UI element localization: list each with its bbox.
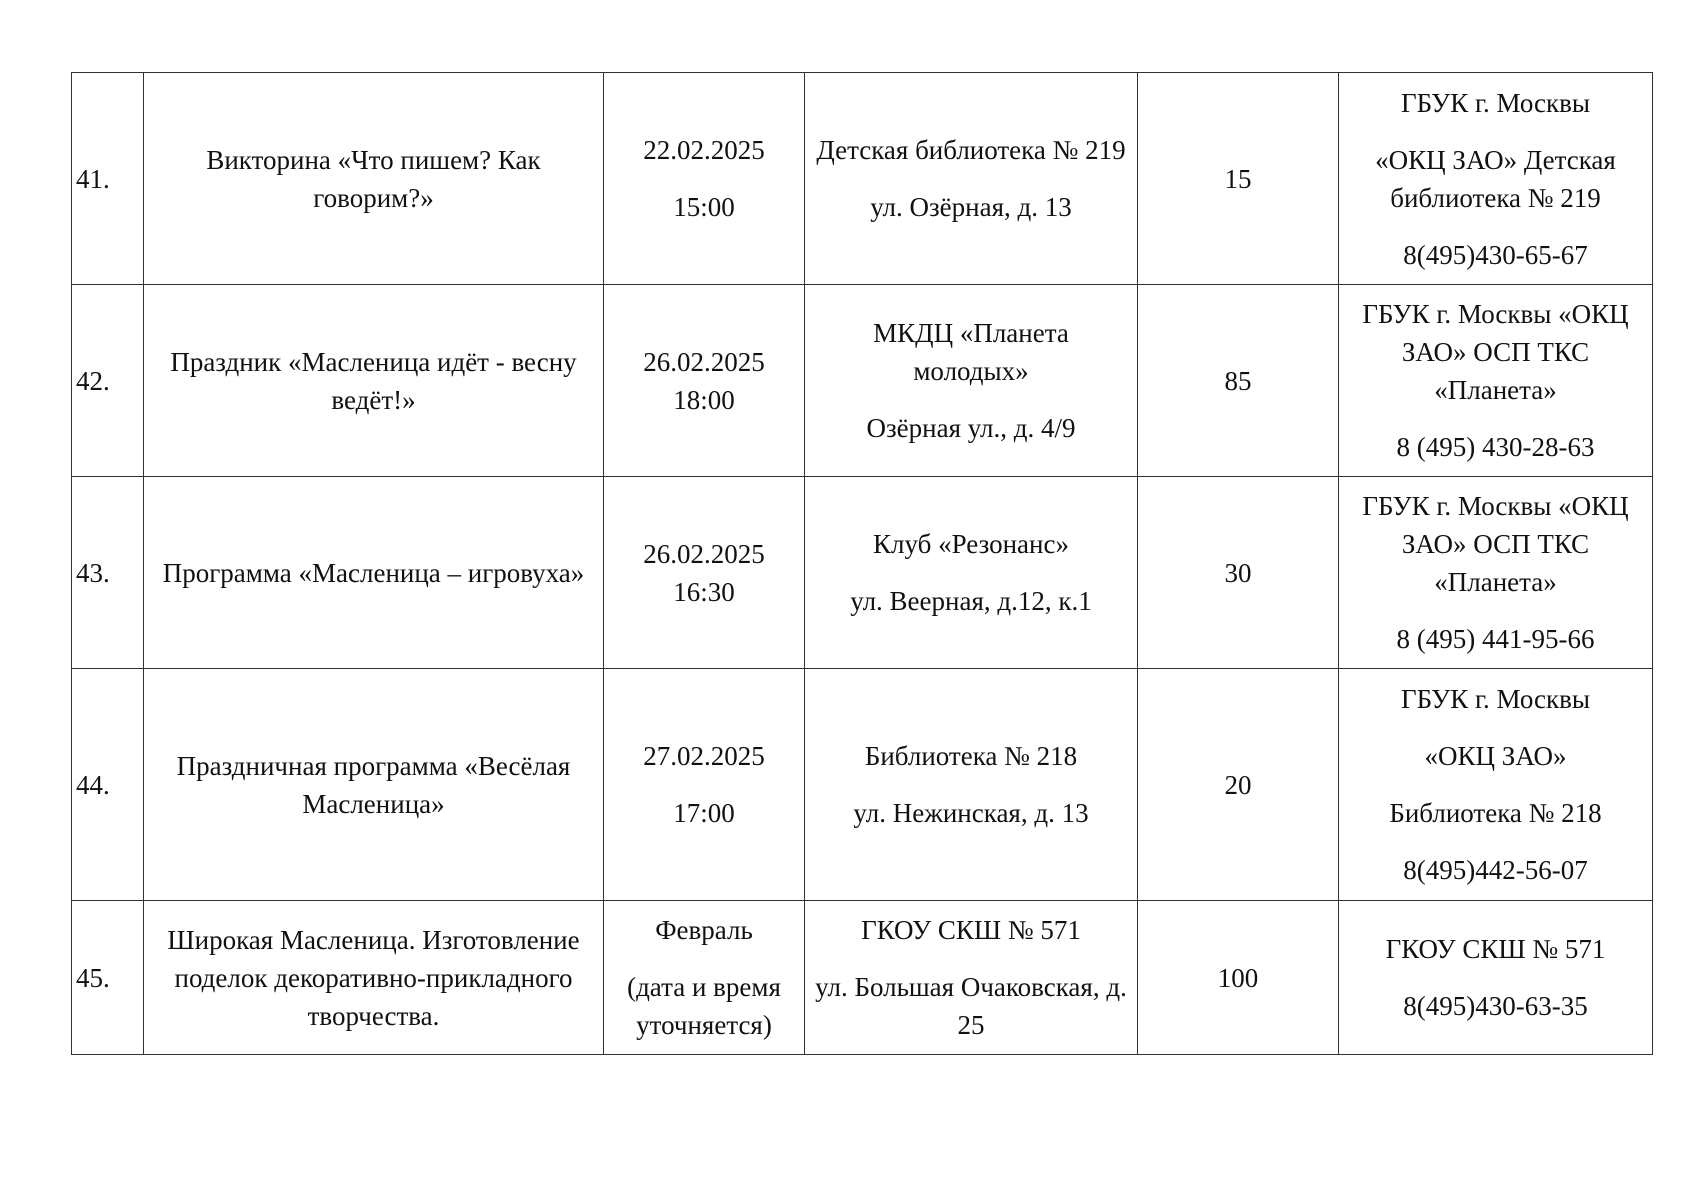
organizer (1339, 477, 1653, 669)
event-venue (805, 669, 1138, 901)
event-title-text: Праздник «Масленица идёт - весну ведёт!» (170, 346, 577, 415)
event-title (144, 901, 604, 1055)
participant-count: 20 (1138, 669, 1339, 901)
event-venue (805, 477, 1138, 669)
venue-address: Озёрная ул., д. 4/9 (866, 413, 1076, 443)
table-row (72, 901, 1653, 1055)
event-time: 15:00 (673, 192, 735, 222)
venue-name: ГКОУ СКШ № 571 (861, 915, 1081, 945)
organizer-phone: 8 (495) 441-95-66 (1396, 624, 1595, 654)
organizer (1339, 285, 1653, 477)
row-number: 45. (72, 901, 144, 1055)
venue-name: МКДЦ «Планета молодых» (873, 318, 1069, 386)
organizer-line: ГКОУ СКШ № 571 (1385, 934, 1606, 964)
participant-count: 100 (1138, 901, 1339, 1055)
organizer-phone: 8(495)430-65-67 (1403, 239, 1588, 270)
participant-count: 85 (1138, 285, 1339, 477)
event-title (144, 73, 604, 285)
organizer-phone: 8(495)442-56-07 (1403, 855, 1588, 885)
event-datetime (604, 73, 805, 285)
event-title (144, 669, 604, 901)
participant-count: 15 (1138, 73, 1339, 285)
row-number: 41. (72, 73, 144, 285)
venue-name: Клуб «Резонанс» (873, 529, 1069, 559)
event-date: 27.02.2025 (643, 741, 765, 771)
venue-name: Библиотека № 218 (864, 741, 1078, 771)
event-title-text: Праздничная программа «Весёлая Масленица» (176, 750, 571, 819)
event-time: (дата и время уточняется) (627, 972, 781, 1040)
event-time: 17:00 (673, 798, 735, 828)
event-title-text: Широкая Масленица. Изготовление поделок декоративно-прикладного творчества. (167, 924, 580, 1031)
event-time: 18:00 (673, 384, 735, 415)
event-datetime (604, 477, 805, 669)
organizer-phone: 8(495)430-63-35 (1403, 991, 1588, 1021)
row-number: 43. (72, 477, 144, 669)
organizer-line: Библиотека № 218 (1389, 798, 1602, 828)
event-date: Февраль (655, 915, 753, 945)
event-date: 22.02.2025 (643, 135, 765, 165)
venue-address: ул. Веерная, д.12, к.1 (850, 586, 1092, 616)
event-datetime (604, 669, 805, 901)
row-number: 44. (72, 669, 144, 901)
participant-count: 30 (1138, 477, 1339, 669)
event-venue (805, 285, 1138, 477)
event-venue (805, 901, 1138, 1055)
event-title (144, 285, 604, 477)
event-title-text: Викторина «Что пишем? Как говорим?» (206, 144, 541, 213)
organizer-line: «ОКЦ ЗАО» Детская библиотека № 219 (1375, 144, 1616, 213)
table-row (72, 73, 1653, 285)
event-venue (805, 73, 1138, 285)
venue-name: Детская библиотека № 219 (816, 135, 1126, 165)
table-row (72, 285, 1653, 477)
event-title-text: Программа «Масленица – игровуха» (162, 557, 585, 588)
organizer-line: ГБУК г. Москвы (1400, 684, 1591, 714)
event-title (144, 477, 604, 669)
organizer-phone: 8 (495) 430-28-63 (1396, 432, 1595, 462)
venue-address: ул. Озёрная, д. 13 (870, 192, 1072, 222)
event-date: 26.02.2025 (643, 538, 765, 569)
organizer-line: ГБУК г. Москвы (1400, 87, 1591, 118)
row-number: 42. (72, 285, 144, 477)
organizer-line: ГБУК г. Москвы «ОКЦ ЗАО» ОСП ТКС «Планета» (1362, 491, 1629, 597)
event-date: 26.02.2025 (643, 346, 765, 377)
event-datetime (604, 285, 805, 477)
venue-address: ул. Большая Очаковская, д. 25 (815, 972, 1127, 1040)
event-datetime (604, 901, 805, 1055)
table-row (72, 477, 1653, 669)
organizer-line: «ОКЦ ЗАО» (1424, 741, 1567, 771)
events-table (71, 72, 1653, 1055)
organizer (1339, 669, 1653, 901)
organizer-line: ГБУК г. Москвы «ОКЦ ЗАО» ОСП ТКС «Планета» (1362, 299, 1629, 405)
organizer (1339, 73, 1653, 285)
event-time: 16:30 (673, 576, 735, 607)
venue-address: ул. Нежинская, д. 13 (853, 798, 1089, 828)
organizer (1339, 901, 1653, 1055)
table-row (72, 669, 1653, 901)
